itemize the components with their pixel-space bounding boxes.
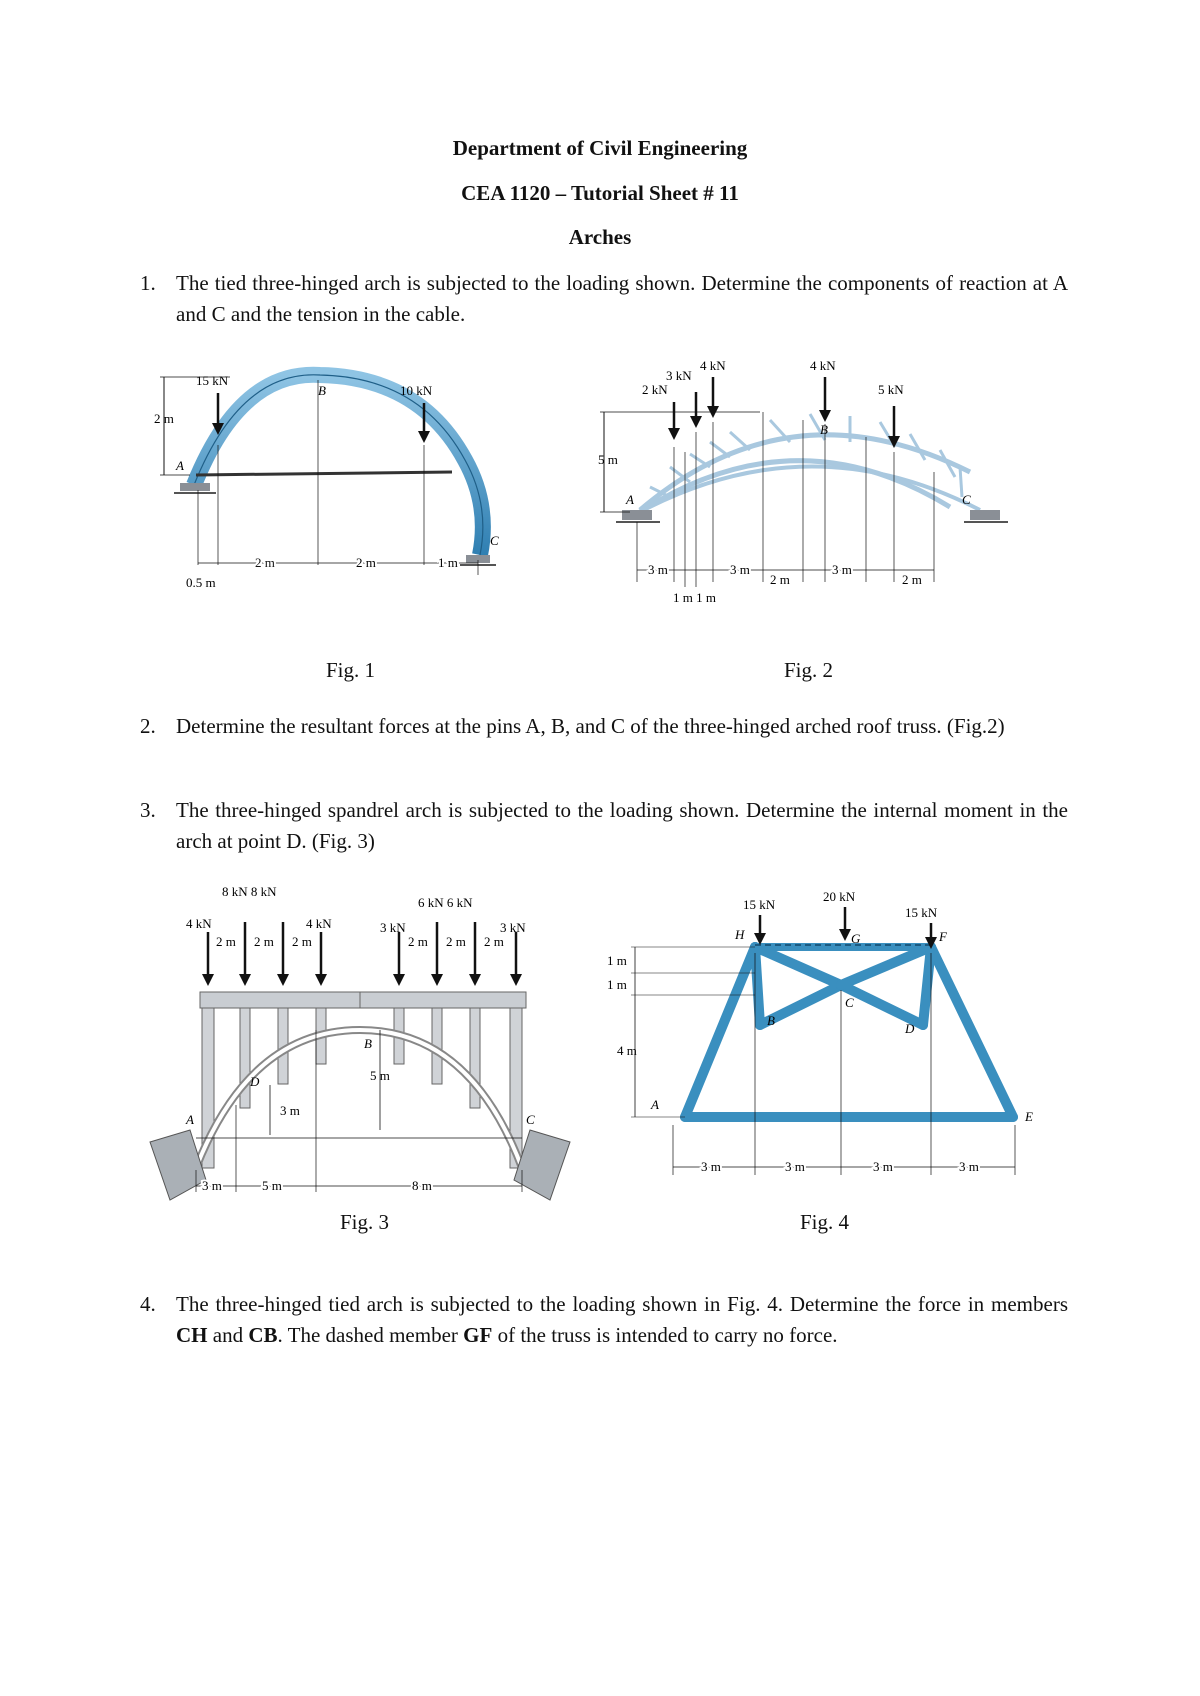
fig1-dim-b: 2 m <box>255 555 275 570</box>
fig3-load-4-right: 4 kN <box>306 916 332 931</box>
fig4-dim-3: 3 m <box>873 1159 893 1174</box>
fig4-point-b: B <box>767 1013 775 1028</box>
figure-1-caption: Fig. 1 <box>326 658 376 682</box>
question-1 <box>140 268 1068 338</box>
figure-4-caption: Fig. 4 <box>800 1210 850 1234</box>
fig4-point-c: C <box>845 995 854 1010</box>
question-number: 2. <box>140 714 156 738</box>
fig4-dim-1m-b: 1 m <box>607 977 627 992</box>
fig3-load-6-6: 6 kN 6 kN <box>418 895 473 910</box>
fig1-dim-a: 0.5 m <box>186 575 216 590</box>
fig4-point-a: A <box>651 1097 659 1112</box>
fig4-point-h: H <box>735 927 745 942</box>
member-gf: GF <box>463 1323 493 1347</box>
fig2-point-c: C <box>962 492 971 507</box>
fig3-point-d: D <box>250 1074 260 1089</box>
fig1-point-c: C <box>490 533 499 548</box>
fig4-point-f: F <box>939 929 947 944</box>
question-text: The three-hinged tied arch is subjected to the loading shown in Fig. 4. Determine the force in members CH and CB. The dashed member GF of the truss is intended to carry no force. <box>176 1292 1068 1347</box>
deck-left <box>200 992 360 1008</box>
fig4-load-20: 20 kN <box>823 889 856 904</box>
fig4-dim-1: 3 m <box>701 1159 721 1174</box>
fig1-dim-height: 2 m <box>154 411 174 426</box>
fig3-spacing-r2: 2 m <box>446 934 466 949</box>
question-text: Determine the resultant forces at the pins A, B, and C of the three-hinged arched roof truss. (Fig.2) <box>176 714 1005 738</box>
support-a <box>622 510 652 520</box>
fig4-dim-2: 3 m <box>785 1159 805 1174</box>
fig2-dim-3: 2 m <box>770 572 790 587</box>
figure-2-caption: Fig. 2 <box>784 658 834 682</box>
fig2-dim-4: 3 m <box>832 562 852 577</box>
fig2-load-5: 5 kN <box>878 382 904 397</box>
question-4 <box>140 1289 1068 1351</box>
fig2-dim-6: 1 m 1 m <box>673 590 716 605</box>
support-a <box>180 483 210 491</box>
figure-4 <box>605 885 1055 1185</box>
question-number: 3. <box>140 798 156 822</box>
fig2-load-4a: 4 kN <box>700 358 726 373</box>
fig3-load-3-right: 3 kN <box>500 920 526 935</box>
fig1-load-15: 15 kN <box>196 373 229 388</box>
fig4-dim-1m-a: 1 m <box>607 953 627 968</box>
figure-3-caption: Fig. 3 <box>340 1210 390 1234</box>
question-number: 4. <box>140 1292 156 1316</box>
figure-1 <box>154 365 560 655</box>
fig3-spacing-r3: 2 m <box>484 934 504 949</box>
fig2-dim-2: 3 m <box>730 562 750 577</box>
fig4-point-e: E <box>1025 1109 1033 1124</box>
fig4-load-15-right: 15 kN <box>905 905 938 920</box>
fig4-point-g: G <box>851 931 861 946</box>
fig3-spacing-l2: 2 m <box>254 934 274 949</box>
fig2-point-a: A <box>626 492 634 507</box>
member-ch: CH <box>176 1323 208 1347</box>
fig2-load-4b: 4 kN <box>810 358 836 373</box>
figure-2 <box>598 358 1030 642</box>
figure-3 <box>150 880 580 1200</box>
fig2-dim-5: 2 m <box>902 572 922 587</box>
department-title: Department of Civil Engineering <box>452 136 748 160</box>
question-3 <box>140 795 1068 857</box>
truss-top-chord <box>640 435 970 510</box>
fig2-load-3: 3 kN <box>666 368 692 383</box>
question-text: The three-hinged spandrel arch is subjected to the loading shown. Determine the internal moment in the arch at point D. (Fig. 3) <box>176 798 1068 853</box>
fig3-load-3-left: 3 kN <box>380 920 406 935</box>
fig1-load-10: 10 kN <box>400 383 433 398</box>
fig1-point-a: A <box>176 458 184 473</box>
fig2-load-2: 2 kN <box>642 382 668 397</box>
fig3-dim-8m: 8 m <box>412 1178 432 1193</box>
fig1-dim-d: 1 m <box>438 555 458 570</box>
fig3-point-b: B <box>364 1036 372 1051</box>
arch-body <box>194 375 483 555</box>
fig3-dim-5m-vert: 5 m <box>370 1068 390 1083</box>
fig3-point-c: C <box>526 1112 535 1127</box>
question-text: The tied three-hinged arch is subjected to the loading shown. Determine the components of reaction at A and C and the tension in the cable. <box>176 271 1068 326</box>
fig3-load-8-8: 8 kN 8 kN <box>222 884 277 899</box>
fig3-spacing-l1: 2 m <box>216 934 236 949</box>
fig4-dim-4: 3 m <box>959 1159 979 1174</box>
fig1-dim-c: 2 m <box>356 555 376 570</box>
fig1-point-b: B <box>318 383 326 398</box>
deck-right <box>360 992 526 1008</box>
course-title: CEA 1120 – Tutorial Sheet # 11 <box>461 181 739 205</box>
fig3-spacing-l3: 2 m <box>292 934 312 949</box>
question-2 <box>140 711 1068 773</box>
fig3-dim-5m: 5 m <box>262 1178 282 1193</box>
member-cb: CB <box>248 1323 278 1347</box>
question-number: 1. <box>140 271 156 295</box>
fig3-dim-3m-vert: 3 m <box>280 1103 300 1118</box>
support-c <box>970 510 1000 520</box>
topic-title: Arches <box>568 225 632 249</box>
fig3-spacing-r1: 2 m <box>408 934 428 949</box>
fig3-dim-3m: 3 m <box>202 1178 222 1193</box>
fig4-load-15-left: 15 kN <box>743 897 776 912</box>
fig2-dim-height: 5 m <box>598 452 618 467</box>
fig2-dim-1: 3 m <box>648 562 668 577</box>
fig3-load-4-left: 4 kN <box>186 916 212 931</box>
fig2-point-b: B <box>820 422 828 437</box>
fig4-point-d: D <box>905 1021 915 1036</box>
fig3-point-a: A <box>186 1112 194 1127</box>
fig4-dim-4m: 4 m <box>617 1043 637 1058</box>
abutment-left <box>150 1130 206 1200</box>
tie-cable <box>196 472 452 475</box>
